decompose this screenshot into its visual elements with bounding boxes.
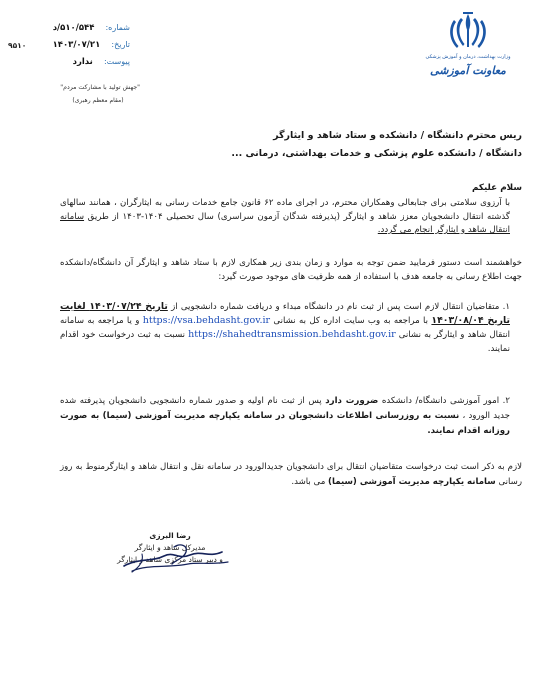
signer-title-1: مدیرکل شاهد و ایثارگر bbox=[134, 543, 206, 552]
date-label: تاریخ: bbox=[111, 40, 130, 49]
vsa-link[interactable]: https://vsa.behdasht.gov.ir bbox=[142, 315, 271, 326]
attachment-label: پیوست: bbox=[103, 57, 130, 66]
iran-emblem-icon bbox=[441, 10, 495, 52]
closing-emphasis: سامانه یکپارچه مدیریت آموزشی (سیما) bbox=[328, 477, 496, 487]
item-1-text-4: نسبت به ثبت درخواست خود اقدام نمایند. bbox=[60, 330, 510, 354]
greeting: سلام علیکم bbox=[471, 183, 522, 193]
meta-date-row bbox=[40, 32, 130, 50]
item-1-text-3: و یا مراجعه به سامانه انتقال شاهد و ایثارگر به نشانی bbox=[60, 316, 510, 340]
number-label: شماره: bbox=[105, 23, 130, 32]
item-2-emphasis-2: نسبت به روزرسانی اطلاعات دانشجویان در سامانه یکپارچه مدیریت آموزشی (سیما) به صورت روزانه اقدام نمایند. bbox=[60, 411, 510, 436]
item-2-text-2: پس از ثبت نام اولیه و صدور شماره دانشجویی دانشجویان پذیرفته شده جدید الورود ، bbox=[60, 396, 510, 421]
closing-paragraph bbox=[60, 460, 522, 490]
attachment-value: ندارد bbox=[72, 57, 93, 67]
margin-code: ۹۵۱۰ bbox=[8, 41, 27, 50]
ministry-name: وزارت بهداشت، درمان و آموزش پزشکی bbox=[425, 54, 511, 60]
letter-meta bbox=[40, 15, 130, 67]
date-value: ۱۴۰۳/۰۷/۲۱ bbox=[52, 40, 101, 50]
meta-number-row bbox=[40, 15, 130, 33]
request-paragraph: خواهشمند است دستور فرمایید ضمن توجه به موارد و زمان بندی زیر همکاری لازم با ستاد شاهد و ایثارگر آن دانشگاه/دانشکده جهت اطلاع رسانی به جامعه هدف با استفاده از همه ظرفیت های موجود صورت گیرد: bbox=[60, 258, 522, 282]
shahed-link[interactable]: https://shahedtransmission.behdasht.gov.ir bbox=[188, 329, 396, 340]
recipient-line-2: دانشگاه / دانشکده علوم پزشکی و خدمات بهداشتی، درمانی ... bbox=[231, 148, 522, 159]
motto-source: (مقام معظم رهبری) bbox=[72, 97, 124, 104]
intro-underlined: سامانه انتقال شاهد و ایثارگر انجام می گردد. bbox=[60, 211, 510, 235]
intro-paragraph bbox=[60, 197, 510, 238]
number-value: ۵۱۰/۵۴۴/د bbox=[52, 23, 95, 33]
signer-name: رضا البرزی bbox=[149, 531, 191, 540]
signer-title-2: و دبیر ستاد مرکزی شاهد و ایثارگر bbox=[117, 555, 223, 564]
deputy-name: معاونت آموزشی bbox=[430, 64, 506, 77]
motto: "جهش تولید با مشارکت مردم" bbox=[60, 84, 140, 91]
item-2-text-1: ۲. امور آموزشی دانشگاه/ دانشکده bbox=[381, 396, 511, 406]
closing-text-1: لازم به ذکر است ثبت درخواست متقاضیان انتقال برای دانشجویان جدیدالورود در سامانه نقل و انتقال شاهد و ایثارگرمنوط به روز رسانی bbox=[60, 462, 522, 487]
item-2 bbox=[60, 394, 510, 439]
item-1-text-2: با مراجعه به وب سایت اداره کل به نشانی bbox=[273, 316, 429, 326]
handwritten-signature bbox=[118, 538, 238, 578]
item-2-emphasis-1: ضرورت دارد bbox=[325, 396, 379, 406]
item-1-date-range: تاریخ ۱۴۰۳/۰۷/۲۴ لغایت تاریخ ۱۴۰۳/۰۸/۰۴ bbox=[60, 301, 510, 326]
meta-attachment-row bbox=[40, 49, 130, 67]
closing-text-2: می باشد. bbox=[291, 477, 326, 487]
item-1-text-1: ۱. متقاضیان انتقال لازم است پس از ثبت نام در دانشگاه مبداء و دریافت شماره دانشجویی از bbox=[171, 302, 510, 312]
item-1 bbox=[60, 300, 510, 356]
intro-text: با آرزوی سلامتی برای جنابعالی وهمکاران محترم، در اجرای ماده ۶۲ قانون جامع خدمات رسانی به ایثارگران ، همانند سالهای گذشته انتقال دانشجویان معزز شاهد و ایثارگر (پذیرفته شدگان آزمون سراسری) سال تحصیلی ۱۴۰۴-۱۴۰۳ از طریق bbox=[60, 198, 510, 222]
recipient-line-1: ریس محترم دانشگاه / دانشکده و ستاد شاهد و ایثارگر bbox=[273, 130, 522, 141]
